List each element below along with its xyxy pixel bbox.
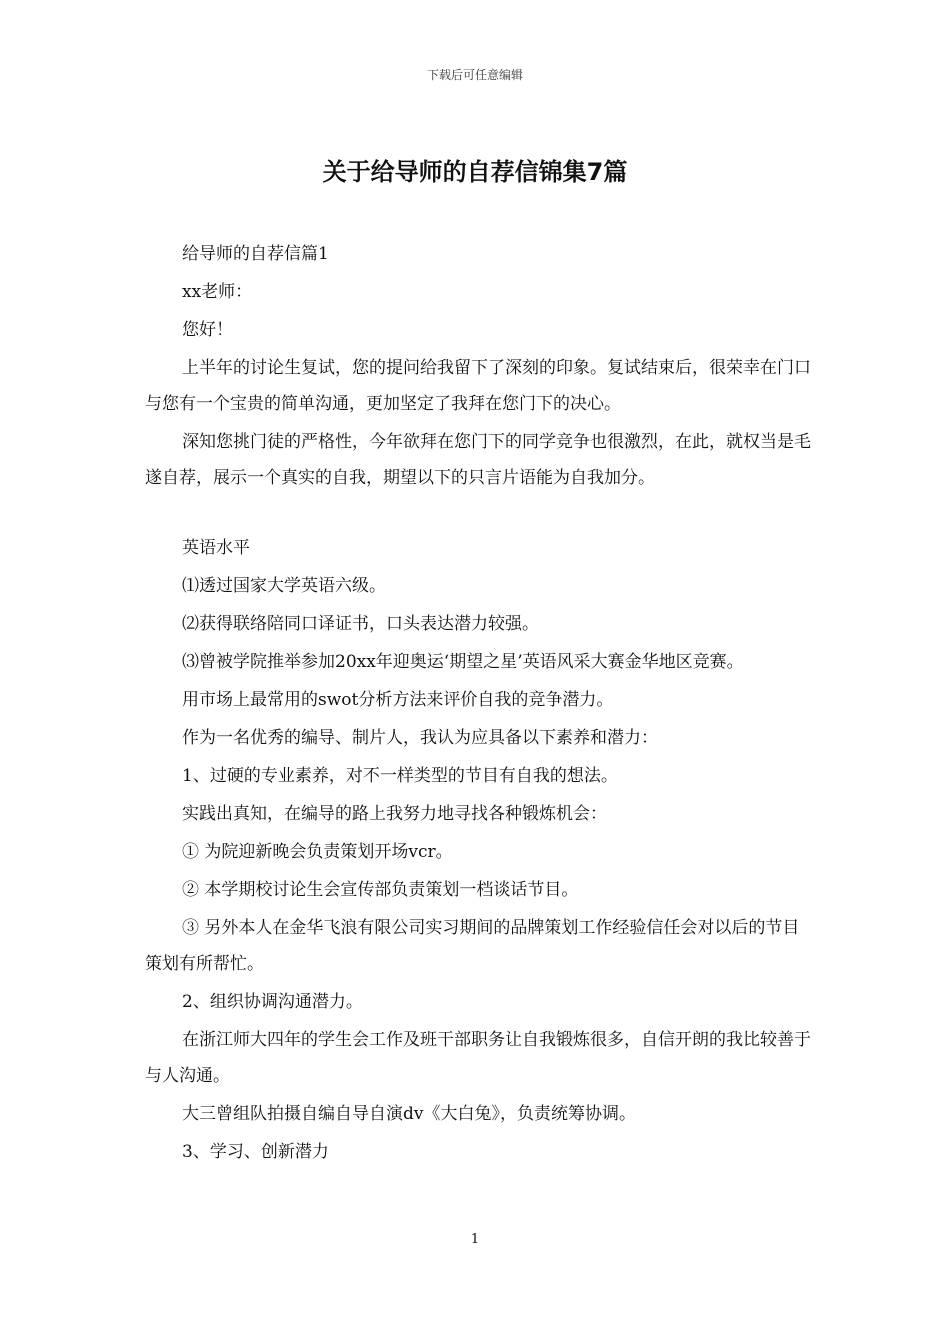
list-item: ⑵获得联络陪同口译证书，口头表达潜力较强。 [182,614,539,634]
document-body [145,236,813,1172]
paragraph: 大三曾组队拍摄自编自导自演dv《大白兔》，负责统筹协调。 [182,1104,636,1124]
list-item: 3、学习、创新潜力 [182,1142,329,1162]
list-item: ⑶曾被学院推举参加20xx年迎奥运‘期望之星’英语风采大赛金华地区竞赛。 [182,652,744,672]
subheading-english: 英语水平 [182,538,250,558]
list-item: ② 本学期校讨论生会宣传部负责策划一档谈话节目。 [182,880,579,900]
paragraph: 实践出真知，在编导的路上我努力地寻找各种锻炼机会： [182,804,607,824]
paragraph: 用市场上最常用的swot分析方法来评价自我的竞争潜力。 [182,690,614,710]
list-item: ① 为院迎新晚会负责策划开场vcr。 [182,842,453,862]
paragraph: 作为一名优秀的编导、制片人，我认为应具备以下素养和潜力： [182,728,658,748]
greeting: 您好！ [182,320,233,340]
page-number: 1 [470,1232,480,1247]
paragraph: 在浙江师大四年的学生会工作及班干部职务让自我锻炼很多，自信开朗的我比较善于与人沟通。 [145,1030,811,1086]
paragraph: 深知您挑门徒的严格性，今年欲拜在您门下的同学竞争也很激烈，在此，就权当是毛遂自荐，展示一个真实的自我，期望以下的只言片语能为自我加分。 [145,432,811,488]
list-item: 1、过硬的专业素养，对不一样类型的节目有自我的想法。 [182,766,618,786]
list-item: ③ 另外本人在金华飞浪有限公司实习期间的品牌策划工作经验信任会对以后的节目策划有所帮忙。 [145,918,800,974]
list-item: ⑴透过国家大学英语六级。 [182,576,386,596]
salutation: xx老师： [182,282,253,302]
paragraph: 上半年的讨论生复试，您的提问给我留下了深刻的印象。复试结束后，很荣幸在门口与您有一个宝贵的简单沟通，更加坚定了我拜在您门下的决心。 [145,358,811,414]
document-title: 关于给导师的自荐信锦集7篇 [322,158,628,186]
section-heading: 给导师的自荐信篇1 [182,244,329,264]
header-note: 下载后可任意编辑 [426,68,523,82]
list-item: 2、组织协调沟通潜力。 [182,992,363,1012]
